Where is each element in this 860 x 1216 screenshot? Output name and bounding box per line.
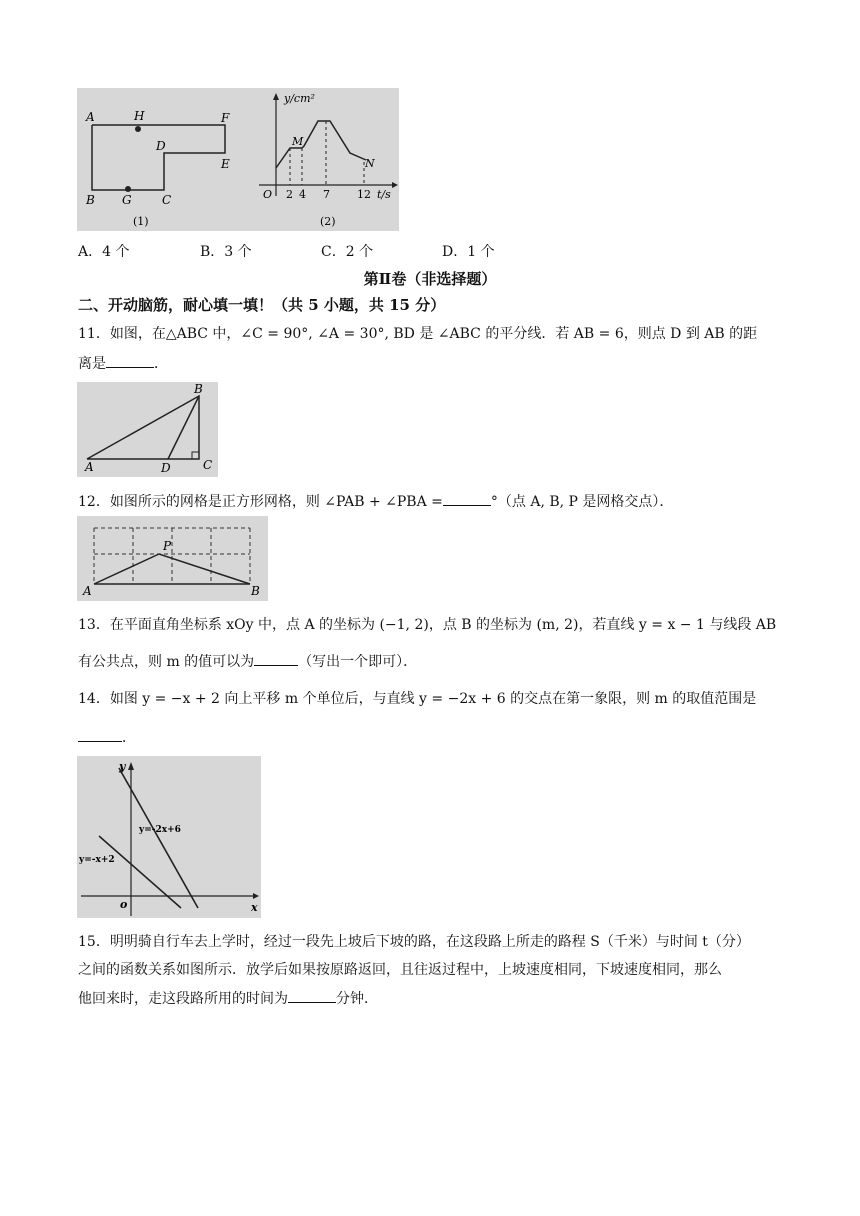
fig2-ylabel: y/cm²	[284, 92, 315, 105]
option-d: D．1 个	[442, 244, 495, 260]
q15-line3-suffix: 分钟．	[336, 991, 378, 1007]
fig2-xtick-12: 12	[357, 188, 371, 201]
q11-label-a: A	[85, 460, 94, 474]
fig1-label-b: B	[86, 193, 95, 207]
fig2-caption: (2)	[320, 215, 336, 228]
geometry-figure-1	[77, 88, 254, 231]
q15-line3-prefix: 他回来时，走这段路所用的时间为	[78, 991, 288, 1007]
q11-answer-blank[interactable]	[106, 353, 154, 368]
fig1-label-g: G	[122, 193, 132, 207]
q14-line2-suffix: ．	[122, 730, 136, 746]
q12-answer-blank[interactable]	[443, 491, 491, 506]
fig2-label-m: M	[292, 135, 304, 148]
fig1-label-d: D	[156, 139, 166, 153]
q12-line	[78, 491, 673, 512]
fig2-xlabel: t/s	[377, 188, 391, 201]
fig1-caption: (1)	[133, 215, 149, 228]
option-b: B．3 个	[200, 244, 252, 260]
fig2-xtick-7: 7	[323, 188, 330, 201]
q14-line1-label: y=-2x+6	[139, 825, 181, 835]
q14-line1: 14．如图 y = −x + 2 向上平移 m 个单位后，与直线 y = −2x + 6 的交点在第一象限，则 m 的取值范围是	[78, 691, 757, 707]
function-graph-figure-2	[254, 88, 399, 231]
q12-prefix: 12．如图所示的网格是正方形网格，则 ∠PAB + ∠PBA =	[78, 494, 443, 510]
q14-line2-label: y=-x+2	[79, 855, 115, 865]
q15-line2: 之间的函数关系如图所示．放学后如果按原路返回，且往返过程中，上坡速度相同，下坡速度相同，那么	[78, 962, 722, 978]
fig2-xtick-4: 4	[299, 188, 306, 201]
q13-line2-prefix: 有公共点，则 m 的值可以为	[78, 654, 255, 670]
q15-line1: 15．明明骑自行车去上学时，经过一段先上坡后下坡的路，在这段路上所走的路程 S（千米）与时间 t（分）	[78, 934, 750, 950]
option-a: A．4 个	[78, 244, 130, 260]
fig1-label-c: C	[162, 193, 172, 207]
q12-label-a: A	[83, 584, 92, 598]
q15-answer-blank[interactable]	[288, 988, 336, 1003]
q14-y-axis-label: y	[119, 760, 126, 773]
q14-line2	[78, 727, 136, 748]
fig2-label-n: N	[365, 157, 375, 170]
q11-line1: 11．如图，在△ABC 中，∠C = 90°, ∠A = 30°, BD 是 ∠ABC 的平分线．若 AB = 6，则点 D 到 AB 的距	[78, 326, 758, 342]
section-heading: 二、开动脑筋，耐心填一填！（共 5 小题，共 15 分）	[78, 296, 446, 314]
q13-line2-suffix: （写出一个即可）．	[298, 654, 418, 670]
fig1-label-e: E	[221, 157, 230, 171]
section-title: 第Ⅱ卷（非选择题）	[363, 270, 497, 288]
q12-label-b: B	[251, 584, 260, 598]
q12-label-p: P	[163, 539, 172, 553]
q11-line2-suffix: ．	[154, 356, 168, 372]
q14-answer-blank[interactable]	[78, 727, 122, 742]
q11-triangle-figure	[77, 382, 218, 477]
q12-grid-figure	[77, 516, 268, 601]
q11-line2	[78, 353, 168, 374]
q11-label-c: C	[203, 458, 213, 472]
option-c: C．2 个	[321, 244, 374, 260]
q13-line2	[78, 651, 417, 672]
q13-answer-blank[interactable]	[254, 651, 298, 666]
fig2-xtick-2: 2	[286, 188, 293, 201]
q11-line2-prefix: 离是	[78, 356, 106, 372]
q14-x-axis-label: x	[251, 901, 258, 914]
q12-suffix: °（点 A, B, P 是网格交点）．	[490, 494, 674, 510]
q15-line3	[78, 988, 378, 1009]
q11-label-b: B	[194, 382, 203, 396]
q13-line1: 13．在平面直角坐标系 xOy 中，点 A 的坐标为 (−1, 2)，点 B 的坐标为 (m, 2)，若直线 y = x − 1 与线段 AB	[78, 617, 777, 633]
fig1-label-f: F	[221, 111, 230, 125]
fig1-label-a: A	[86, 110, 95, 124]
q11-label-d: D	[161, 461, 171, 475]
fig1-label-h: H	[134, 109, 145, 123]
q14-lines-figure	[77, 756, 261, 918]
fig2-origin: O	[263, 188, 273, 201]
q14-origin-label: o	[120, 898, 128, 911]
